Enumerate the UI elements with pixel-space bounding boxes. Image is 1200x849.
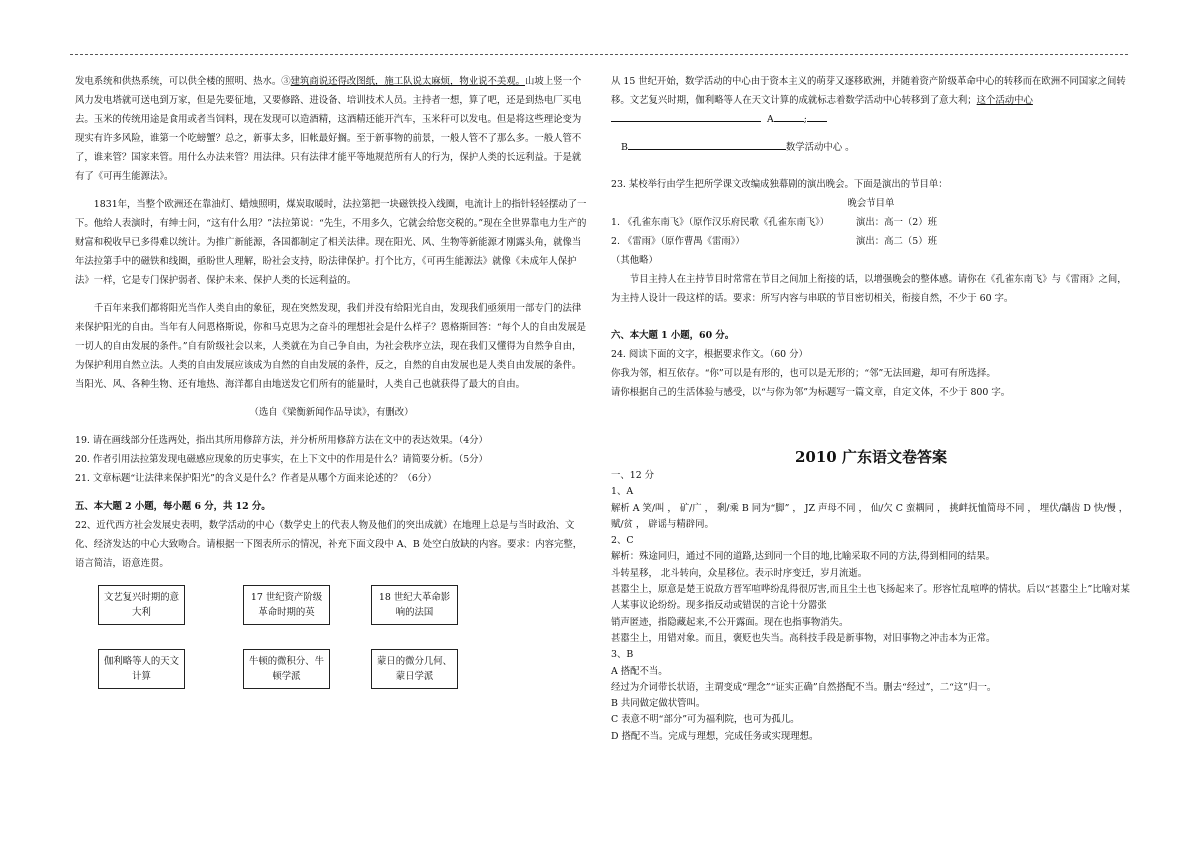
answer-line: 解析 A 笑/叫 ， 矿/广 ， 剩/乘 B 同为“脚” ， JZ 声母不同 ， 仙/欠 C 蛮耦同 ， 挑衅抚恤简母不同 ， 埋伏/龋齿 D 快/慢 ， 赋/贫 ， 辟谣与精辟同。: [611, 502, 1129, 530]
program-title: 晚会节目单: [847, 198, 895, 209]
answer-line: D 搭配不当。完成与理想，完成任务或实现理想。: [611, 730, 819, 742]
answer-line: 2、C: [611, 535, 634, 547]
source-note: （选自《梁衡新闻作品导读》，有删改）: [249, 407, 414, 418]
q23-body: 节目主持人在主持节目时常常在节目之间加上衔接的话，以增强晚会的整体感。请你在《孔雀东南飞》与《雷雨》之间，为主持人设计一段这样的话。要求：所写内容与串联的节目密切相关，衔接自然，不少于 60 字。: [611, 274, 1127, 304]
q24-requirement: 请你根据自己的生活体验与感受，以“与你为邻”为标题写一篇文章，自定文体，不少于 800 字。: [611, 387, 1011, 398]
box-england: 17 世纪资产阶级革命时期的英: [243, 585, 330, 625]
program-omit: （其他略）: [611, 255, 658, 266]
header-rule: [70, 54, 1128, 55]
answer-line: 1、A: [611, 486, 634, 498]
passage-paragraph-1: 发电系统和供热系统，可以供全楼的照明、热水。③建筑商说还得改图纸，施工队说太麻烦，物业说不美观。山坡上竖一个风力发电塔就可送电到万家，但是先要征地，又要修路、进设备、培训技术人员。主持者一想，算了吧，还是到热电厂买电去。玉米的传统用途是食用或者当饲料，现在发现可以造酒精，这酒精还能开汽车，玉米秆可以发电。但是将这些理论变为现实有许多风险，谁第一个吃螃蟹？总之，新事太多，旧帐最好搁。至于新事物的前景，一般人管不了那么多。一般人管不了，谁来管？国家来管。用什么办法来管？用法律。只有法律才能平等地规范所有人的行为，保护人类的长远利益。于是就有了《可再生能源法》。: [75, 76, 582, 182]
program-item-1: 1. 《孔雀东南飞》（原作汉乐府民歌《孔雀东南飞》） 演出：高一（2）班: [611, 217, 937, 228]
blank-b: [628, 138, 786, 150]
blank-a-tail: [807, 110, 827, 122]
question-19: 19. 请在画线部分任选两处，指出其所用修辞方法，并分析所用修辞方法在文中的表达效果。（4分）: [75, 435, 488, 446]
box-france: 18 世纪大革命影响的法国: [371, 585, 458, 625]
box-monge: 蒙日的微分几何、蒙日学派: [371, 649, 458, 689]
math-center-diagram: [75, 585, 588, 715]
question-21: 21. 文章标题“让法律来保护阳光”的含义是什么？作者是从哪个方面来论述的？（6分）: [75, 473, 437, 484]
section-5-heading: 五、本大题 2 小题，每小题 6 分，共 12 分。: [75, 501, 271, 512]
box-galileo: 伽利略等人的天文计算: [98, 649, 185, 689]
question-22: 22、近代西方社会发展史表明，数学活动的中心（数学史上的代表人物及他们的突出成就）在地理上总是与当时政治、文化、经济发达的中心大致吻合。请根据一下图表所示的情况，补充下面文段中 A、B 处空白放缺的内容。要求：内容完整，语言简洁，语意连贯。: [75, 520, 583, 569]
left-column: [75, 72, 588, 715]
q22-b-line: B 数学活动中心 。: [611, 138, 1131, 157]
question-24: 24. 阅读下面的文字，根据要求作文。（60 分）: [611, 349, 808, 360]
underlined-sentence: 建筑商说还得改图纸，施工队说太麻烦，物业说不美观。: [290, 76, 526, 87]
answer-title: 2010 广东语文卷答案: [795, 448, 947, 466]
passage-paragraph-3: 千百年来我们都将阳光当作人类自由的象征，现在突然发现，我们并没有给阳光自由，发现我们亟须用一部专门的法律来保护阳光的自由。当年有人问恩格斯说，你和马克思为之奋斗的理想社会是什么样子？恩格斯回答：“每个人的自由发展是一切人的自由发展的条件。”自有阶级社会以来，人类就在为自己争自由，为社会秩序立法，现在我们又懂得为自然争自由，为保护利用自然立法。人类的自由发展应该成为自然的自由发展的条件，反之，自然的自由发展也是人类自由发展的条件。当阳光、风、各种生物、还有地热、海洋都自由地送发它们所有的能量时，人类自己也就获得了最大的自由。: [75, 303, 587, 390]
section-6-heading: 六、本大题 1 小题，60 分。: [611, 330, 735, 341]
answer-line: 斗转星移， 北斗转向，众星移位。表示时序变迁，岁月流逝。: [611, 567, 868, 579]
answer-line: 经过为介词带长状语，主谓变成“理念”“证实正确”自然搭配不当。删去“经过”，二“这”归一。: [611, 681, 997, 693]
question-23: 23. 某校举行由学生把所学课文改编成独幕剧的演出晚会。下面是演出的节目单：: [611, 179, 948, 190]
box-renaissance-italy: 文艺复兴时期的意大利: [98, 585, 185, 625]
box-newton: 牛顿的微积分、牛顿学派: [243, 649, 330, 689]
answer-line: 一、12 分: [611, 470, 655, 481]
question-20: 20. 作者引用法拉第发现电磁感应现象的历史事实，在上下文中的作用是什么？请简要分析。（5分）: [75, 454, 488, 465]
answer-line: 销声匿迹，指隐藏起来,不公开露面。现在也指事物消失。: [611, 616, 849, 628]
answer-line: 解析：殊途同归，通过不同的道路,达到同一个目的地,比喻采取不同的方法,得到相同的结果。: [611, 551, 995, 563]
answer-line: C 表意不明“部分”可为福利院，也可为孤儿。: [611, 714, 800, 726]
answer-line: B 共同做定做状管叫。: [611, 698, 706, 710]
passage-paragraph-2: 1831年，当整个欧洲还在靠油灯、蜡烛照明，煤炭取暖时，法拉第把一块磁铁投入线圈，电流计上的指针轻轻摆动了一下。他给人表演时，有绅士问，“这有什么用？”法拉第说：“先生，不用多久，它就会给您交税的。”现在全世界靠电力生产的财富和税收早已多得难以统计。为推广新能源，各国都制定了相关法律。现在阳光、风、生物等新能源才刚露头角，就像当年法拉第手中的磁铁和线圈，亟盼世人理解，盼社会支持，盼法律保护。打个比方，《可再生能源法》就像《未成年人保护法》一样，它是专门保护弱者、保护未来、保护人类的长远利益的。: [75, 199, 587, 286]
program-item-2: 2. 《雷雨》（原作曹禺《雷雨》） 演出：高二（5）班: [611, 236, 937, 247]
q22-passage: 从 15 世纪开始，数学活动的中心由于资本主义的萌芽又逐移欧洲，并随着资产阶级革命中心的转移而在欧洲不同国家之间转移。文艺复兴时期，伽利略等人在天文计算的成就标志着数学活动中心转移到了意大利；这个活动中心 A ;: [611, 76, 1126, 125]
answer-line: 甚嚣尘上，原意是楚王说敌方晋军喧哗纷乱得很厉害,而且尘土也飞扬起来了。形容忙乱喧哗的情状。后以“甚嚣尘上”比喻对某人某事议论纷纷。现多指反动或错误的言论十分嚣张: [611, 584, 1130, 612]
q24-quote: 你我为邻，相互依存。“你”可以是有形的，也可以是无形的；“邻”无法回避，却可有所选择。: [611, 368, 996, 379]
blank-a: [774, 110, 804, 122]
blank-line: [611, 110, 761, 122]
answer-line: 甚嚣尘上，用错对象。而且，褒贬也失当。高科技手段是新事物，对旧事物之冲击本为正常。: [611, 632, 996, 644]
answer-line: 3、B: [611, 649, 634, 661]
right-column: [611, 72, 1131, 745]
answer-line: A 搭配不当。: [611, 665, 668, 677]
answer-list: [611, 468, 1131, 745]
